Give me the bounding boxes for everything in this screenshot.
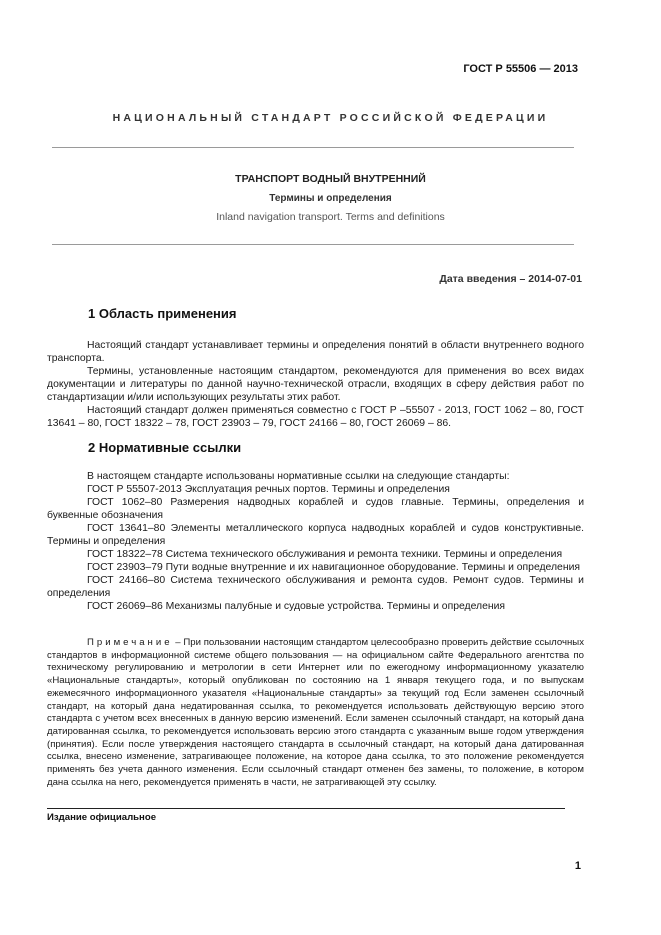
document-number: ГОСТ Р 55506 — 2013 [463, 63, 578, 75]
page-number: 1 [574, 860, 581, 872]
reference-item: ГОСТ 24166–80 Система технического обслуживания и ремонта судов. Ремонт судов. Термины и определения [47, 575, 584, 599]
note-text: – При пользовании настоящим стандартом целесообразно проверить действие ссылочных стандартов в информационной системе общего пользования — на официальном сайте Федерального агентства по техническому регулированию и метрологии в сети Интернет или по ежегодному информационному указателю «Национальные стандарты», который опубликован по состоянию на 1 января текущего года, и по выпускам ежемесячного информационного указателя «Национальные стандарты» за текущий год Если заменен ссылочный стандарт, на который дана недатированная ссылка, то рекомендуется использовать действующую версию этого стандарта с учетом всех внесенных в данную версию изменений. Если заменен ссылочный стандарт, на который дана датированная ссылка, то рекомендуется использовать версию этого стандарта с указанным выше годом утверждения (принятия). Если после утверждения настоящего стандарта в ссылочный стандарт, на который дана датированная ссылка, внесено изменение, затрагивающее положение, на которое дана ссылка, то это положение рекомендуется применять без учета данного изменения. Если ссылочный стандарт отменен без замены, то положение, в котором дана ссылка на него, рекомендуется применять в части, не затрагивающей эту ссылку. [47, 637, 584, 788]
edition-label: Издание официальное [47, 812, 157, 823]
reference-note [47, 637, 584, 789]
section-1-paragraph: Настоящий стандарт должен применяться совместно с ГОСТ Р –55507 - 2013, ГОСТ 1062 – 80, ГОСТ 13641 – 80, ГОСТ 18322 – 78, ГОСТ 23903 – 79, ГОСТ 24166 – 80, ГОСТ 26069 – 86. [47, 405, 584, 429]
reference-item: ГОСТ 18322–78 Система технического обслуживания и ремонта техники. Термины и определения [87, 549, 563, 560]
section-1-paragraph: Настоящий стандарт устанавливает термины и определения понятий в области внутреннего водного транспорта. [47, 340, 584, 364]
reference-item: ГОСТ 13641–80 Элементы металлического корпуса надводных кораблей и судов конструктивные. Термины и определения [47, 523, 584, 547]
introduction-date: Дата введения – 2014-07-01 [439, 273, 582, 285]
reference-item: ГОСТ 23903–79 Пути водные внутренние и их навигационное оборудование. Термины и определения [87, 562, 580, 573]
note-paragraph [47, 637, 584, 789]
reference-item: ГОСТ 1062–80 Размерения надводных кораблей и судов главные. Термины, определения и буквенные обозначения [47, 497, 584, 521]
section-1-body [47, 339, 584, 430]
section-1-heading: 1 Область применения [88, 306, 237, 321]
national-standard-title: НАЦИОНАЛЬНЫЙ СТАНДАРТ РОССИЙСКОЙ ФЕДЕРАЦИИ [112, 112, 549, 124]
section-2-intro: В настоящем стандарте использованы нормативные ссылки на следующие стандарты: [87, 471, 510, 482]
divider-top [52, 147, 574, 148]
note-label: Примечание [87, 637, 173, 648]
reference-item: ГОСТ 26069–86 Механизмы палубные и судовые устройства. Термины и определения [87, 601, 506, 612]
footer-divider [47, 808, 565, 809]
reference-item: ГОСТ Р 55507-2013 Эксплуатация речных портов. Термины и определения [87, 484, 450, 495]
standard-title: ТРАНСПОРТ ВОДНЫЙ ВНУТРЕННИЙ [235, 173, 426, 185]
section-1-paragraph: Термины, установленные настоящим стандартом, рекомендуются для применения во всех видах документации и литературы по данной научно-технической отрасли, входящих в сферу действия работ по стандартизации и/или использующих результаты этих работ. [47, 366, 584, 403]
standard-english-title: Inland navigation transport. Terms and definitions [216, 211, 445, 223]
divider-bottom [52, 244, 574, 245]
section-2-body [47, 470, 584, 613]
section-2-heading: 2 Нормативные ссылки [88, 440, 242, 455]
standard-subtitle: Термины и определения [269, 193, 392, 204]
